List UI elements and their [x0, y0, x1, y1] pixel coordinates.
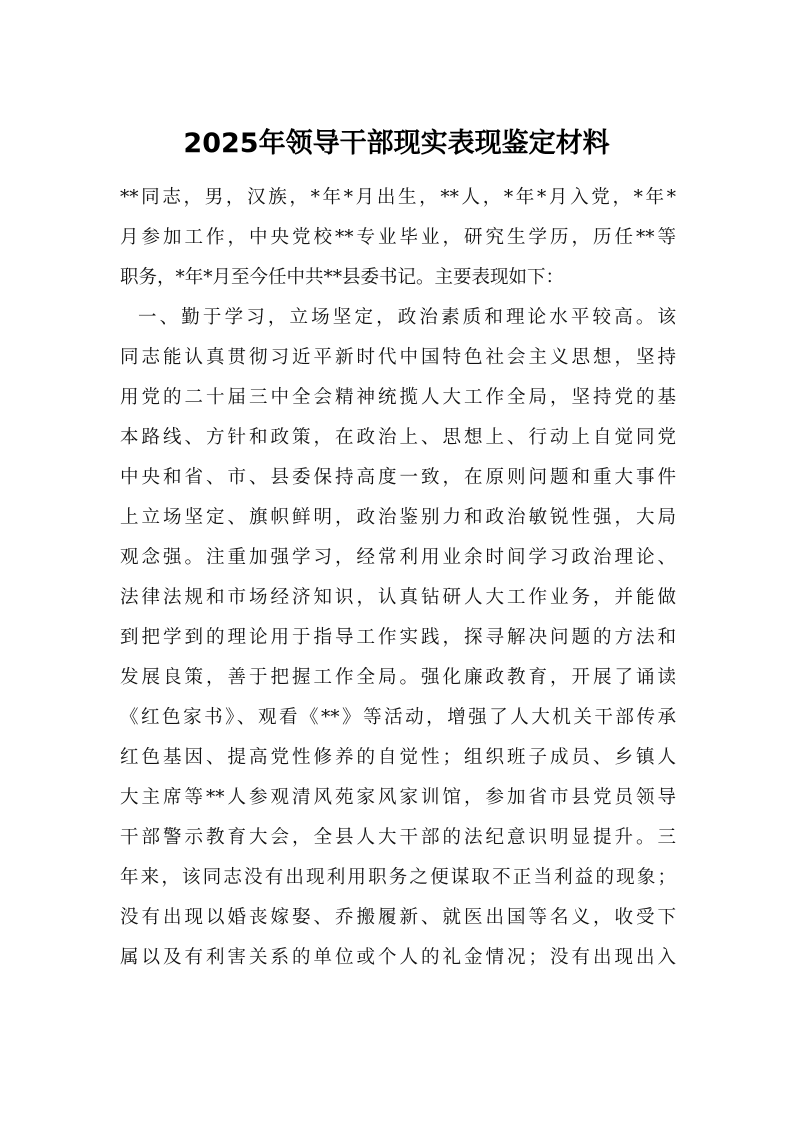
body-line: 同志能认真贯彻习近平新时代中国特色社会主义思想，坚持 — [120, 347, 676, 368]
body-line: 《红色家书》、观看《**》等活动，增强了人大机关干部传承 — [120, 707, 676, 728]
body-line: 月参加工作，中央党校**专业毕业，研究生学历，历任**等 — [120, 227, 676, 248]
document-title: 2025年领导干部现实表现鉴定材料 — [183, 128, 610, 159]
body-line: 到把学到的理论用于指导工作实践，探寻解决问题的方法和 — [120, 627, 676, 648]
body-line: 职务，*年*月至今任中共**县委书记。主要表现如下： — [120, 267, 565, 288]
body-line: 观念强。注重加强学习，经常利用业余时间学习政治理论、 — [120, 547, 676, 568]
body-line: 属以及有利害关系的单位或个人的礼金情况；没有出现出入 — [120, 947, 676, 968]
body-line: 没有出现以婚丧嫁娶、乔搬履新、就医出国等名义，收受下 — [120, 907, 676, 928]
body-line: **同志，男，汉族，*年*月出生，**人，*年*月入党，*年* — [120, 187, 676, 208]
body-line: 年来，该同志没有出现利用职务之便谋取不正当利益的现象； — [120, 867, 676, 888]
body-line: 发展良策，善于把握工作全局。强化廉政教育，开展了诵读 — [120, 667, 676, 688]
body-line: 中央和省、市、县委保持高度一致，在原则问题和重大事件 — [120, 467, 676, 488]
body-line: 上立场坚定、旗帜鲜明，政治鉴别力和政治敏锐性强，大局 — [120, 507, 676, 528]
body-line: 用党的二十届三中全会精神统揽人大工作全局，坚持党的基 — [120, 387, 676, 408]
document-body — [120, 178, 676, 978]
body-line: 本路线、方针和政策，在政治上、思想上、行动上自觉同党 — [120, 427, 676, 448]
body-line: 大主席等**人参观清风苑家风家训馆，参加省市县党员领导 — [120, 787, 676, 808]
body-line: 红色基因、提高党性修养的自觉性；组织班子成员、乡镇人 — [120, 747, 676, 768]
body-line: 干部警示教育大会，全县人大干部的法纪意识明显提升。三 — [120, 827, 676, 848]
body-line: 法律法规和市场经济知识，认真钻研人大工作业务，并能做 — [120, 587, 676, 608]
body-line: 一、勤于学习，立场坚定，政治素质和理论水平较高。该 — [138, 307, 676, 328]
